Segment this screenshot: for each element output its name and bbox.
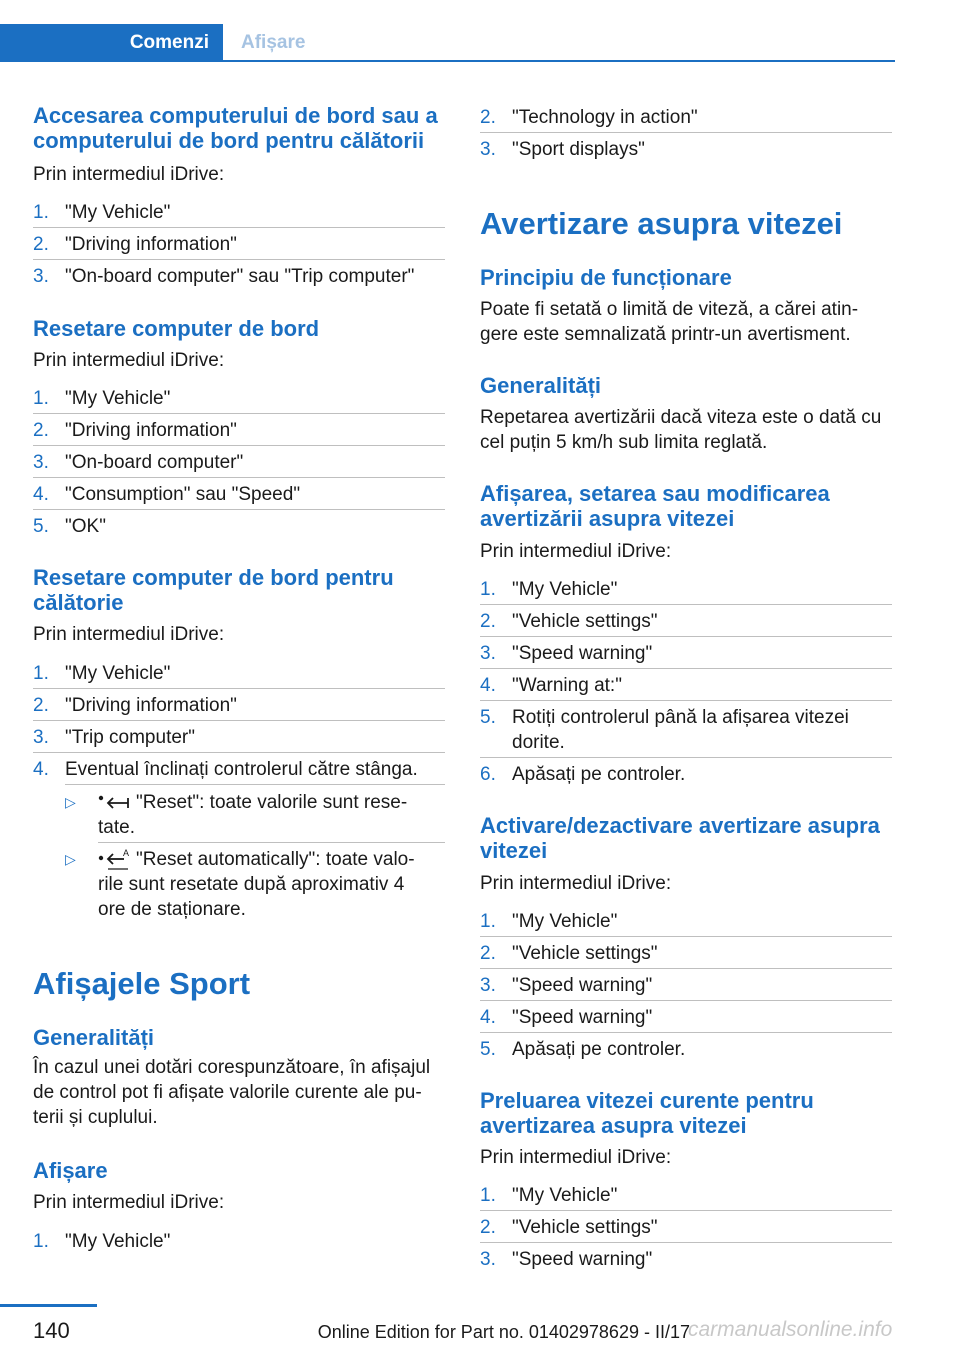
- list-divider: [480, 700, 892, 701]
- intro-text: Prin intermediul iDrive:: [480, 873, 672, 894]
- list-number: 5.: [33, 516, 49, 537]
- list-divider: [33, 477, 445, 478]
- section-title-reset-computer: Resetare computer de bord: [33, 316, 320, 341]
- list-text: "Sport displays": [512, 139, 645, 160]
- reset-arrow-icon: [98, 795, 132, 811]
- list-text: "My Vehicle": [512, 1185, 618, 1206]
- body-text: terii și cuplului.: [33, 1107, 158, 1128]
- list-divider: [480, 1242, 892, 1243]
- list-text: "Vehicle settings": [512, 943, 658, 964]
- intro-text: Prin intermediul iDrive:: [480, 541, 672, 562]
- list-number: 3.: [480, 643, 496, 664]
- list-divider: [98, 842, 445, 843]
- intro-text: Prin intermediul iDrive:: [33, 350, 225, 371]
- list-text: "Consumption" sau "Speed": [65, 484, 301, 505]
- section-title-reset-trip-line2: călătorie: [33, 590, 124, 615]
- intro-text: Prin intermediul iDrive:: [33, 164, 225, 185]
- sub-text: "Reset automatically": toate valo-: [136, 849, 415, 870]
- list-text: "Vehicle settings": [512, 611, 658, 632]
- list-divider: [480, 1210, 892, 1211]
- list-text: "OK": [65, 516, 106, 537]
- list-text: "Vehicle settings": [512, 1217, 658, 1238]
- sub-text: "Reset": toate valorile sunt rese-: [136, 792, 408, 813]
- list-text: Rotiți controlerul până la afișarea vitezei: [512, 707, 849, 728]
- body-text: Repetarea avertizării dacă viteza este o dată cu: [480, 407, 882, 428]
- list-divider: [33, 752, 445, 753]
- auto-reset-icon: [98, 849, 132, 871]
- list-number: 6.: [480, 764, 496, 785]
- list-number: 3.: [33, 266, 49, 287]
- tab-comenzi[interactable]: Comenzi: [0, 24, 223, 62]
- list-text: "Driving information": [65, 420, 237, 441]
- chapter-heading-sport-displays: Afișajele Sport: [33, 966, 251, 1001]
- list-number: 1.: [33, 202, 49, 223]
- list-number: 1.: [480, 911, 496, 932]
- section-title-activate-line1: Activare/dezactivare avertizare asupra: [480, 813, 880, 838]
- list-divider: [480, 604, 892, 605]
- footer-rule: [0, 1304, 97, 1307]
- section-title-display-set-line1: Afișarea, setarea sau modificarea: [480, 481, 830, 506]
- list-text: "Speed warning": [512, 1007, 653, 1028]
- intro-text: Prin intermediul iDrive:: [33, 624, 225, 645]
- body-text: gere este semnalizată printr-un avertisment.: [480, 324, 851, 345]
- sub-text: rile sunt resetate după aproximativ 4: [98, 874, 405, 895]
- list-number: 4.: [33, 484, 49, 505]
- body-text: Poate fi setată o limită de viteză, a cărei atin-: [480, 299, 859, 320]
- list-divider: [480, 757, 892, 758]
- sub-text: ore de staționare.: [98, 899, 246, 920]
- list-number: 2.: [480, 611, 496, 632]
- list-number: 4.: [480, 1007, 496, 1028]
- section-title-reset-trip-line1: Resetare computer de bord pentru: [33, 565, 394, 590]
- list-text: "Driving information": [65, 234, 237, 255]
- list-number: 1.: [480, 579, 496, 600]
- list-divider: [480, 132, 892, 133]
- list-divider: [480, 668, 892, 669]
- list-number: 2.: [33, 420, 49, 441]
- list-number: 3.: [480, 139, 496, 160]
- list-text: "Speed warning": [512, 643, 653, 664]
- section-title-activate-line2: vitezei: [480, 838, 548, 863]
- list-number: 3.: [33, 727, 49, 748]
- section-title-take-over-line2: avertizarea asupra vitezei: [480, 1113, 747, 1138]
- body-text: cel puțin 5 km/h sub limita reglată.: [480, 432, 768, 453]
- list-divider: [480, 636, 892, 637]
- sub-text: tate.: [98, 817, 135, 838]
- list-number: 1.: [33, 388, 49, 409]
- section-title-generalitati: Generalități: [33, 1025, 155, 1050]
- list-text: "My Vehicle": [512, 579, 618, 600]
- list-text: Apăsați pe controler.: [512, 1039, 686, 1060]
- list-divider: [33, 720, 445, 721]
- svg-text:A: A: [123, 848, 130, 858]
- list-divider: [33, 445, 445, 446]
- section-title-take-over-line1: Preluarea vitezei curente pentru: [480, 1088, 814, 1113]
- list-divider: [480, 1032, 892, 1033]
- list-divider: [33, 259, 445, 260]
- chapter-heading-speed-warning: Avertizare asupra vitezei: [480, 206, 843, 241]
- list-divider: [480, 936, 892, 937]
- tab-afisare[interactable]: Afișare: [241, 32, 306, 53]
- list-number: 1.: [33, 663, 49, 684]
- list-text: Apăsați pe controler.: [512, 764, 686, 785]
- list-text: "Driving information": [65, 695, 237, 716]
- section-title-display-set-line2: avertizării asupra vitezei: [480, 506, 735, 531]
- section-title-principiu: Principiu de funcționare: [480, 265, 732, 290]
- list-number: 3.: [480, 975, 496, 996]
- section-title-access-computer-line1: Accesarea computerului de bord sau a: [33, 103, 438, 128]
- list-number: 2.: [480, 1217, 496, 1238]
- list-divider: [33, 227, 445, 228]
- list-text: "My Vehicle": [65, 388, 171, 409]
- list-text: "Trip computer": [65, 727, 195, 748]
- triangle-bullet-icon: ▷: [65, 851, 76, 867]
- section-title-generalitati: Generalități: [480, 373, 602, 398]
- list-text: "On-board computer": [65, 452, 244, 473]
- list-text: "My Vehicle": [512, 911, 618, 932]
- section-title-afisare: Afișare: [33, 1158, 108, 1183]
- list-number: 2.: [480, 107, 496, 128]
- list-text: "My Vehicle": [65, 1231, 171, 1252]
- header-rule: [0, 60, 895, 62]
- list-number: 1.: [33, 1231, 49, 1252]
- list-text: "Warning at:": [512, 675, 622, 696]
- list-text: "My Vehicle": [65, 663, 171, 684]
- list-divider: [65, 784, 445, 785]
- list-number: 4.: [33, 759, 49, 780]
- list-number: 2.: [480, 943, 496, 964]
- list-number: 5.: [480, 707, 496, 728]
- list-divider: [33, 509, 445, 510]
- section-title-access-computer-line2: computerului de bord pentru călătorii: [33, 128, 425, 153]
- list-divider: [480, 968, 892, 969]
- edition-text: Online Edition for Part no. 01402978629 - II/17: [317, 1322, 690, 1342]
- list-text: dorite.: [512, 732, 565, 753]
- watermark: carmanualsonline.info: [688, 1318, 893, 1341]
- list-text: "My Vehicle": [65, 202, 171, 223]
- intro-text: Prin intermediul iDrive:: [33, 1192, 225, 1213]
- list-text: Eventual înclinați controlerul către stânga.: [65, 759, 418, 780]
- list-text: "Speed warning": [512, 975, 653, 996]
- list-text: "Technology in action": [512, 107, 698, 128]
- page-number: 140: [33, 1318, 70, 1343]
- list-text: "On-board computer" sau "Trip computer": [65, 266, 415, 287]
- triangle-bullet-icon: ▷: [65, 794, 76, 810]
- list-divider: [480, 1000, 892, 1001]
- list-number: 2.: [33, 234, 49, 255]
- intro-text: Prin intermediul iDrive:: [480, 1147, 672, 1168]
- list-divider: [33, 688, 445, 689]
- list-number: 5.: [480, 1039, 496, 1060]
- list-text: "Speed warning": [512, 1249, 653, 1270]
- list-divider: [33, 413, 445, 414]
- list-number: 3.: [480, 1249, 496, 1270]
- list-number: 1.: [480, 1185, 496, 1206]
- body-text: de control pot fi afișate valorile curente ale pu-: [33, 1082, 422, 1103]
- body-text: În cazul unei dotări corespunzătoare, în afișajul: [33, 1057, 431, 1078]
- list-number: 4.: [480, 675, 496, 696]
- list-number: 3.: [33, 452, 49, 473]
- list-number: 2.: [33, 695, 49, 716]
